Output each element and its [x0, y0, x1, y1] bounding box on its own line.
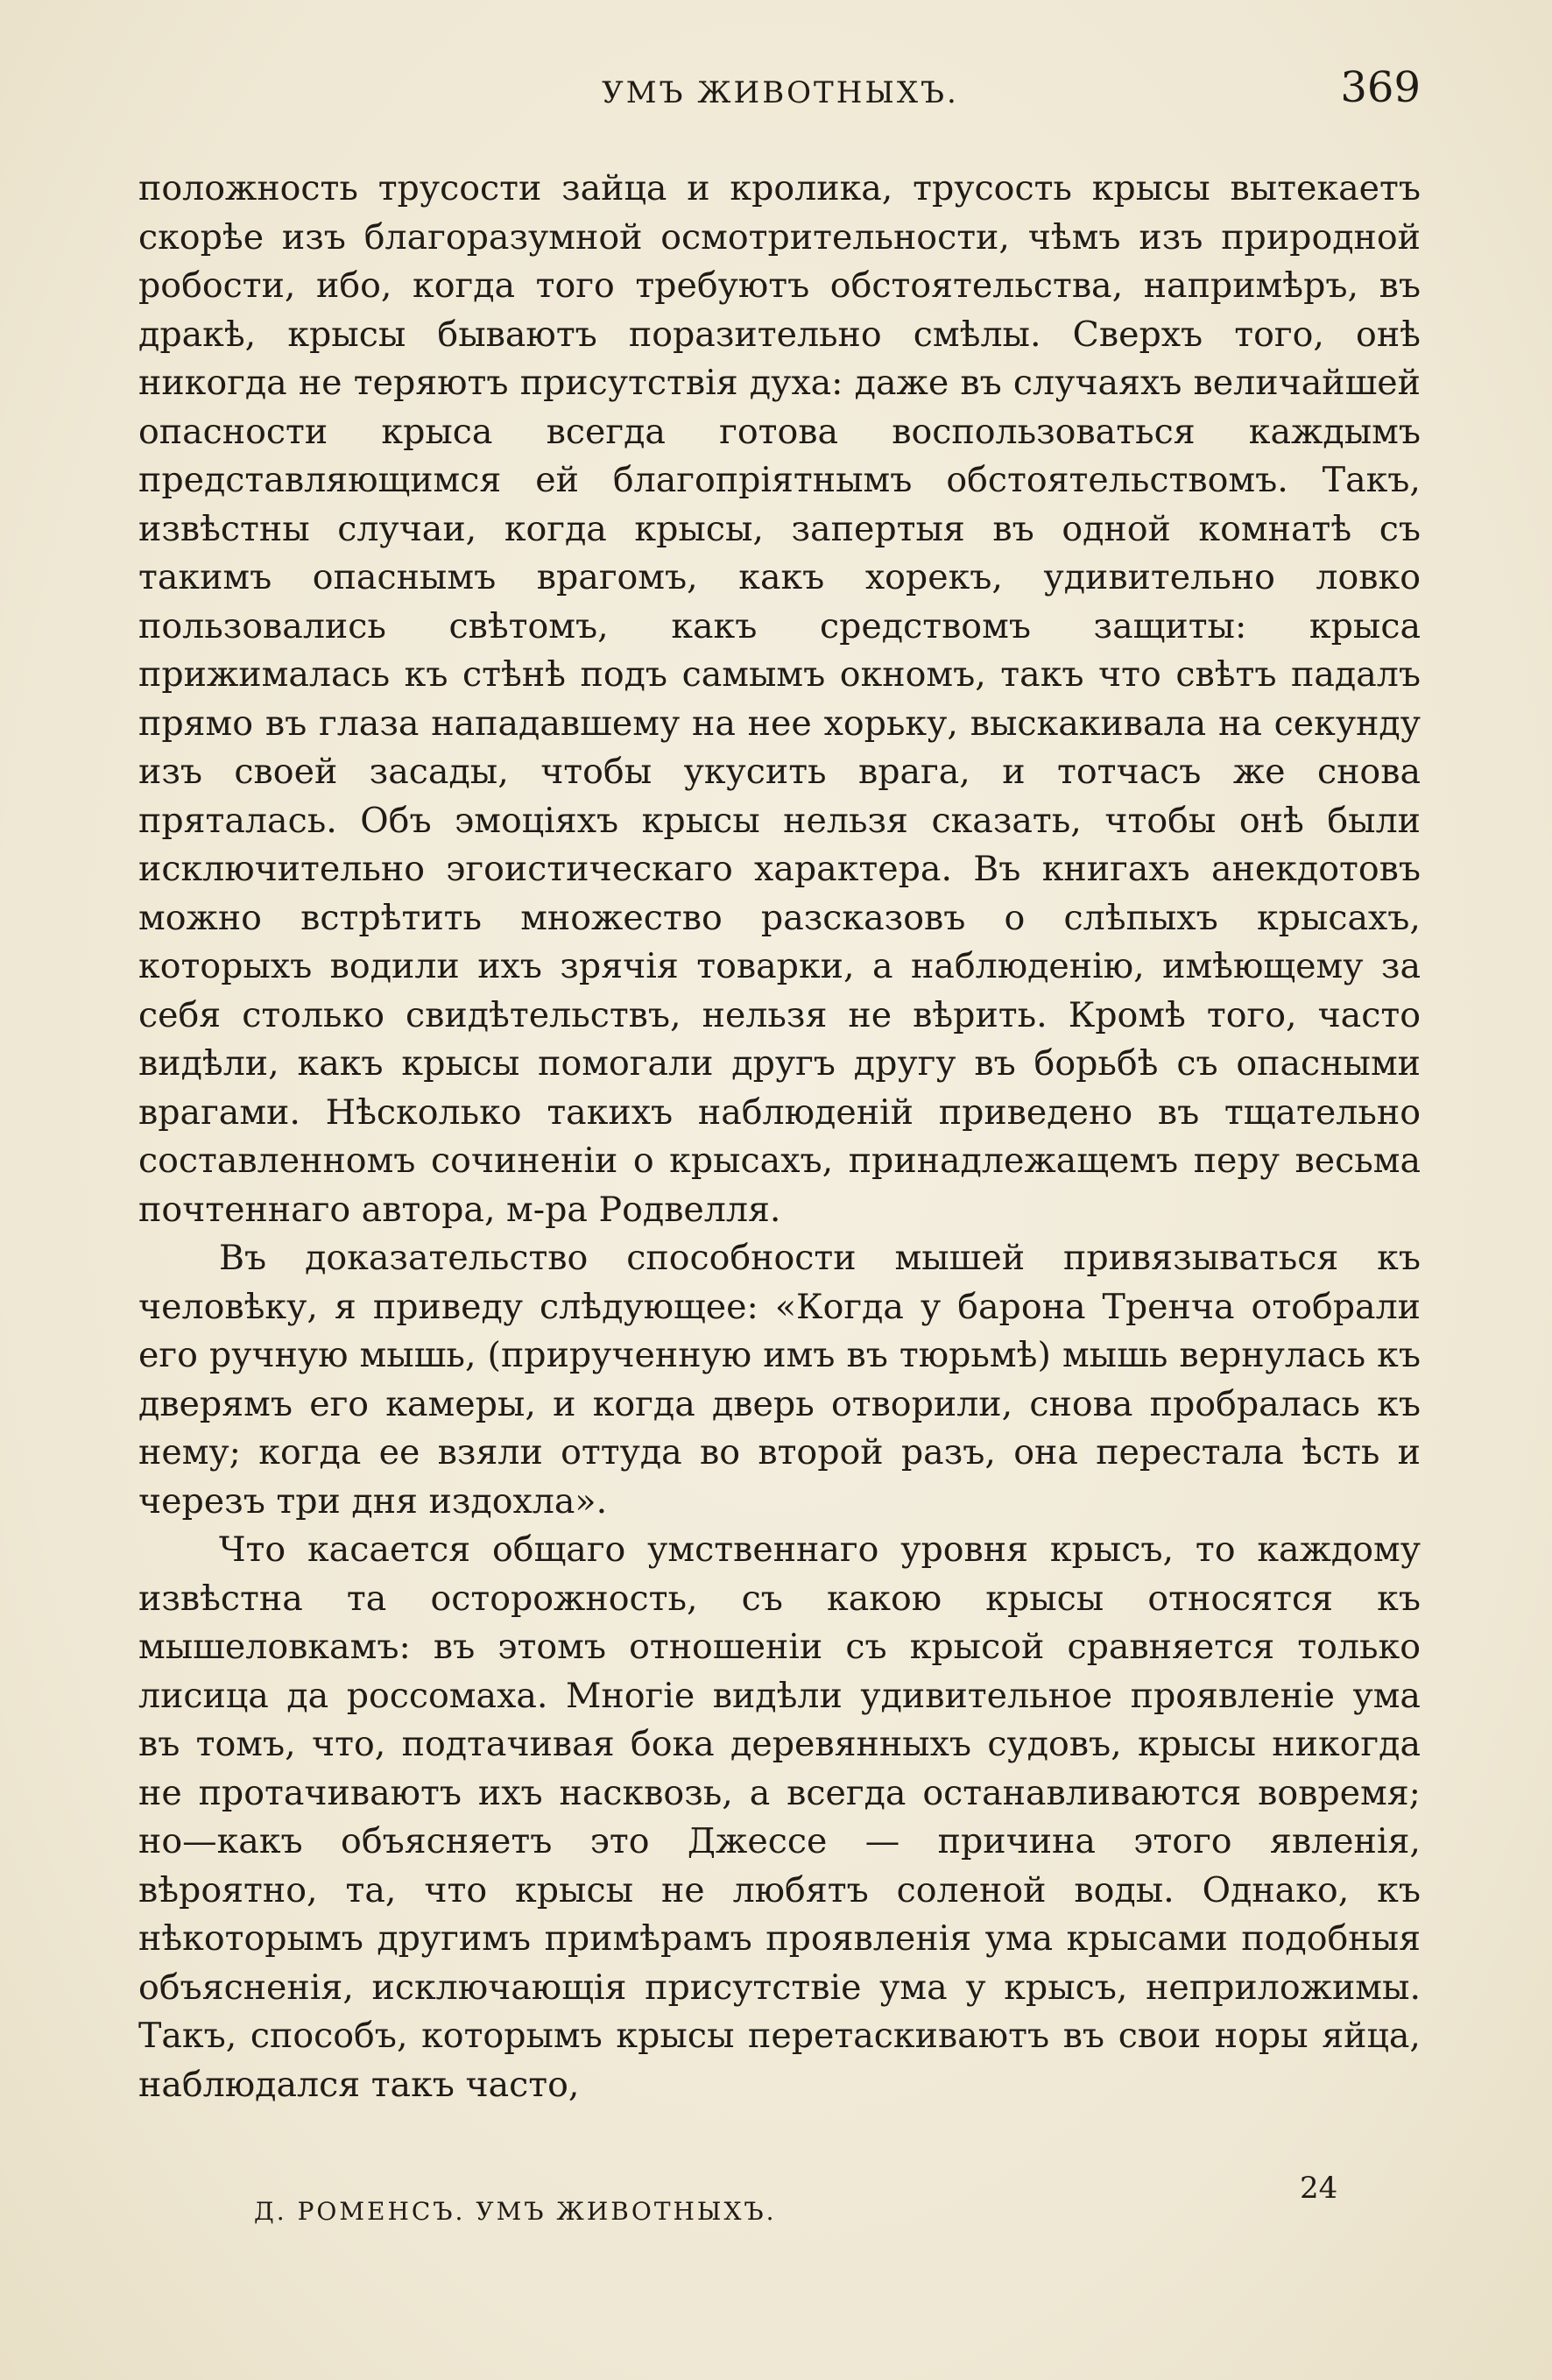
paragraph: положность трусости зайца и кролика, трусость крысы вытекаетъ скорѣе изъ благоразумной осмотрительности, чѣмъ изъ природной робости, ибо, когда того требуютъ обстоятельства, напримѣръ, въ дракѣ, крысы бываютъ поразительно смѣлы. Сверхъ того, онѣ никогда не теряютъ присутствія духа: даже въ случаяхъ величайшей опасности крыса всегда готова воспользоваться каждымъ представляющимся ей благопріятнымъ обстоятельствомъ. Такъ, извѣстны случаи, когда крысы, запертыя въ одной комнатѣ съ такимъ опаснымъ врагомъ, какъ хорекъ, удивительно ловко пользовались свѣтомъ, какъ средствомъ защиты: крыса прижималась къ стѣнѣ подъ самымъ окномъ, такъ что свѣтъ падалъ прямо въ глаза нападавшему на нее хорьку, выскакивала на секунду изъ своей засады, чтобы укусить врага, и тотчасъ же снова пряталась. Объ эмоціяхъ крысы нельзя сказать, чтобы онѣ были исключительно эгоистическаго характера. Въ книгахъ анекдотовъ можно встрѣтить множество разсказовъ о слѣпыхъ крысахъ, которыхъ водили ихъ зрячія товарки, а наблюденію, имѣющему за себя столько свидѣтельствъ, нельзя не вѣрить. Кромѣ того, часто видѣли, какъ крысы помогали другъ другу въ борьбѣ съ опасными врагами. Нѣсколько такихъ наблюденій приведено въ тщательно составленномъ сочиненіи о крысахъ, принадлежащемъ перу весьма почтеннаго автора, м-ра Родвелля.	[138, 168, 1421, 1230]
running-title: УМЪ ЖИВОТНЫХЪ.	[602, 75, 959, 110]
body-text	[138, 165, 1421, 2109]
paragraph: Въ доказательство способности мышей привязываться къ человѣку, я приведу слѣдующее: «Когда у барона Тренча отобрали его ручную мышь, (прирученную имъ въ тюрьмѣ) мышь вернулась къ дверямъ его камеры, и когда дверь отворили, снова пробралась къ нему; когда ее взяли оттуда во второй разъ, она перестала ѣсть и черезъ три дня издохла».	[138, 1238, 1421, 1522]
paragraph: Что касается общаго умственнаго уровня крысъ, то каждому извѣстна та осторожность, съ какою крысы относятся къ мышеловкамъ: въ этомъ отношеніи съ крысой сравняется только лисица да россомаха. Многіе видѣли удивительное проявленіе ума въ томъ, что, подтачивая бока деревянныхъ судовъ, крысы никогда не протачиваютъ ихъ насквозь, а всегда останавливаются вовремя; но—какъ объясняетъ это Джессе — причина этого явленія, вѣроятно, та, что крысы не любятъ соленой воды. Однако, къ нѣкоторымъ другимъ примѣрамъ проявленія ума крысами подобныя объясненія, исключающія присутствіе ума у крысъ, неприложимы. Такъ, способъ, которымъ крысы перетаскиваютъ въ свои норы яйца, наблюдался такъ часто,	[138, 1529, 1421, 2105]
sheet-number: 24	[1300, 2171, 1338, 2206]
signature-mark: Д. РОМЕНСЪ. УМЪ ЖИВОТНЫХЪ.	[254, 2197, 777, 2226]
running-head	[140, 63, 1421, 116]
page-number: 369	[1340, 63, 1421, 112]
